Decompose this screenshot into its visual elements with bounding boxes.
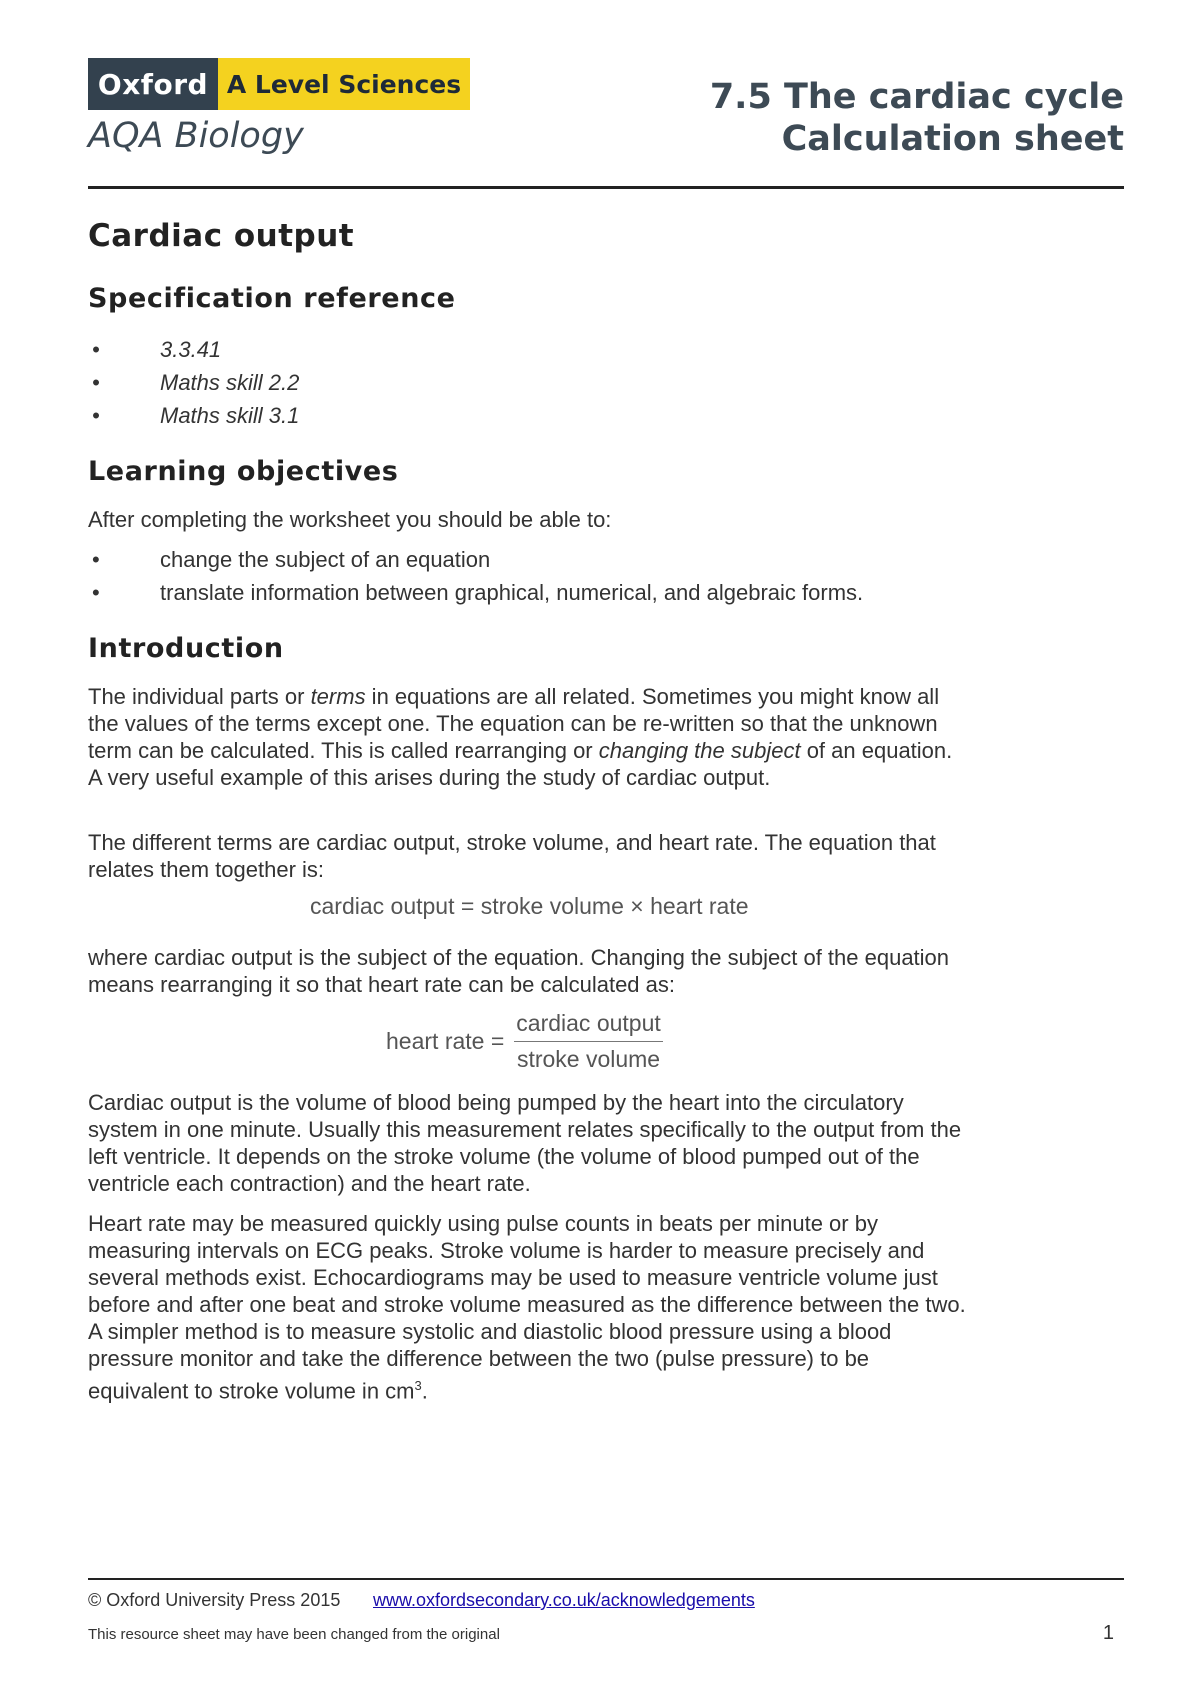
equation-fraction [514, 1010, 662, 1073]
copyright-text: © Oxford University Press 2015 [88, 1590, 341, 1610]
fraction-numerator: cardiac output [514, 1010, 662, 1042]
equation-heart-rate-lhs: heart rate = [386, 1028, 505, 1054]
p5-superscript: 3 [414, 1378, 422, 1393]
spec-heading: Specification reference [88, 283, 456, 314]
p5-end: . [421, 1378, 428, 1404]
p1-text-a: The individual parts or [88, 684, 311, 709]
disclaimer-text: This resource sheet may have been changed from the original [88, 1626, 500, 1643]
header-divider [88, 186, 1124, 189]
p1-term-changing-subject: changing the subject [598, 738, 801, 763]
p1-text-c: in equations are all related. Sometimes you might know all the values of the terms except one. The equation can be re-written so that the unknown term can be calculated. This is called rearranging or [88, 684, 940, 763]
sheet-title [710, 76, 1124, 160]
objective-item: • translate information between graphical, numerical, and algebraic forms. [88, 576, 863, 609]
footer-divider [88, 1578, 1124, 1580]
logo-sciences-text: A Level Sciences [218, 58, 470, 110]
sheet-title-line1: 7.5 The cardiac cycle [709, 77, 1124, 117]
objective-item: • change the subject of an equation [88, 543, 863, 576]
equation-heart-rate [386, 1010, 663, 1073]
intro-paragraph-2: The different terms are cardiac output, stroke volume, and heart rate. The equation that relates them together is: [88, 830, 936, 882]
intro-paragraph-5 [88, 1210, 968, 1404]
p1-term-terms: terms [310, 684, 366, 709]
spec-item: • Maths skill 2.2 [88, 366, 299, 399]
page-number: 1 [1102, 1622, 1114, 1644]
intro-paragraph-4: Cardiac output is the volume of blood being pumped by the heart into the circulatory system in one minute. Usually this measurement relates specifically to the output from the left ventricle. It depends on the stroke volume (the volume of blood pumped out of the ventricle each contraction) and the heart rate. [88, 1090, 962, 1196]
spec-list [88, 333, 299, 432]
subject-label: AQA Biology [88, 116, 304, 156]
acknowledgements-link[interactable]: www.oxfordsecondary.co.uk/acknowledgements [373, 1590, 755, 1610]
intro-paragraph-3: where cardiac output is the subject of the equation. Changing the subject of the equation means rearranging it so that heart rate can be calculated as: [88, 945, 950, 997]
fraction-denominator: stroke volume [516, 1046, 661, 1072]
introduction-heading: Introduction [88, 633, 284, 664]
logo-oxford-text: Oxford [88, 58, 218, 110]
equation-cardiac-output: cardiac output = stroke volume × heart rate [310, 893, 749, 919]
oxford-logo [88, 58, 470, 110]
p5-text: Heart rate may be measured quickly using pulse counts in beats per minute or by measuring intervals on ECG peaks. Stroke volume is harder to measure precisely and several methods exist. Echocardiograms may be used to measure ventricle volume just before and after one beat and stroke volume measured as the difference between the two. A simpler method is to measure systolic and diastolic blood pressure using a blood pressure monitor and take the difference between the two (pulse pressure) to be equivalent to stroke volume in cm [88, 1211, 966, 1404]
p1-text-e: of an equation. A very useful example of this arises during the study of cardiac output. [88, 738, 953, 790]
objectives-intro: After completing the worksheet you should be able to: [88, 507, 612, 532]
intro-paragraph-1 [88, 683, 968, 791]
objectives-heading: Learning objectives [88, 456, 399, 487]
spec-item: • Maths skill 3.1 [88, 399, 299, 432]
spec-item: • 3.3.41 [88, 333, 299, 366]
objectives-list [88, 543, 863, 609]
sheet-title-line2: Calculation sheet [781, 119, 1124, 159]
page-title: Cardiac output [88, 218, 355, 254]
